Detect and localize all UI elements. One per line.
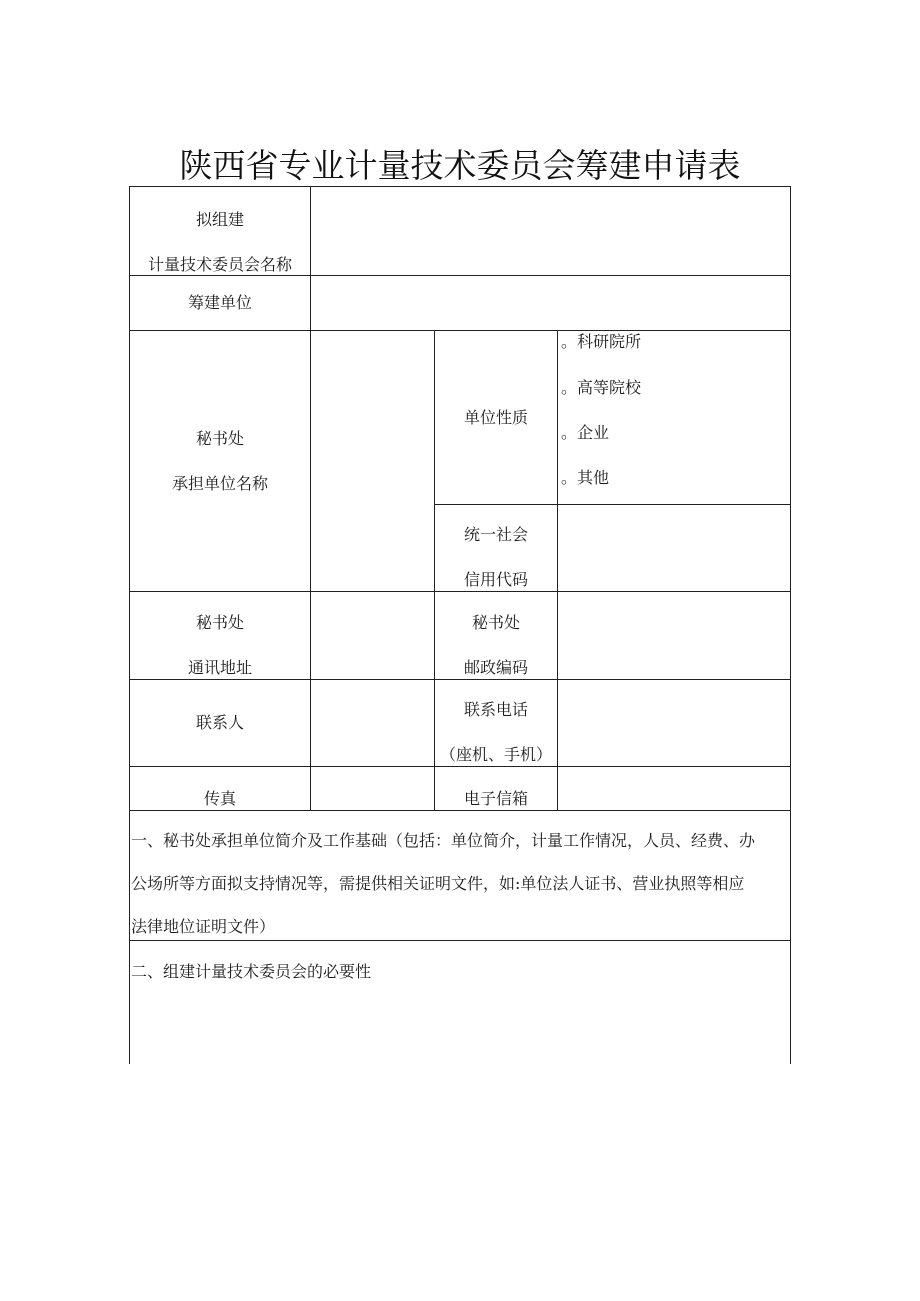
contact-label: 联系人 [195,713,244,732]
table-rule [129,275,791,276]
section1-text-line1: 一、秘书处承担单位简介及工作基础（包括：单位简介，计量工作情况，人员、经费、办 [131,831,756,850]
option-label: 企业 [577,423,610,442]
contact-field[interactable] [312,681,433,765]
secretariat-unit-field[interactable] [312,332,433,590]
necessity-field[interactable] [131,990,789,1064]
committee-name-label-line1: 拟组建 [195,210,244,229]
phone-field[interactable] [559,681,789,765]
postcode-label-line1: 秘书处 [471,613,520,632]
address-label-line2: 通讯地址 [187,658,252,677]
table-border-right [790,186,791,1064]
postcode-field[interactable] [559,593,789,678]
credit-code-label-line1: 统一社会 [463,525,528,544]
address-field[interactable] [312,593,433,678]
option-label: 科研院所 [577,332,642,351]
section1-text-line2: 公场所等方面拟支持情况等，需提供相关证明文件，如:单位法人证书、营业执照等相应 [131,874,745,893]
credit-code-label-line2: 信用代码 [463,570,528,589]
secretariat-unit-label-line1: 秘书处 [195,429,244,448]
unit-nature-label: 单位性质 [463,408,528,427]
organizer-field[interactable] [312,277,789,329]
option-bullet-icon: 。 [561,332,578,351]
table-rule [557,330,558,810]
postcode-label-line2: 邮政编码 [463,658,528,677]
fax-field[interactable] [312,768,433,809]
nature-option-other[interactable] [561,470,609,486]
table-border-top [129,186,791,187]
table-rule [129,591,791,592]
fax-label: 传真 [203,789,236,808]
committee-name-field[interactable] [312,188,789,274]
table-rule [129,766,791,767]
nature-option-enterprise[interactable] [561,425,609,441]
email-field[interactable] [559,768,789,809]
option-label: 高等院校 [577,378,642,397]
address-label-line1: 秘书处 [195,613,244,632]
option-label: 其他 [577,468,610,487]
table-rule [129,940,791,941]
option-bullet-icon: 。 [561,378,578,397]
committee-name-label-line2: 计量技术委员会名称 [147,255,292,274]
option-bullet-icon: 。 [561,468,578,487]
nature-option-university[interactable] [561,380,641,396]
secretariat-unit-label-line2: 承担单位名称 [171,474,268,493]
credit-code-field[interactable] [559,506,789,590]
table-rule [129,679,791,680]
nature-option-research[interactable] [561,334,641,350]
table-rule [129,810,791,811]
section2-title: 二、组建计量技术委员会的必要性 [131,962,372,981]
table-rule [434,330,435,810]
organizer-label: 筹建单位 [187,293,252,312]
phone-label-line1: 联系电话 [463,700,528,719]
table-rule [129,330,791,331]
section1-text-line3: 法律地位证明文件） [131,917,276,936]
table-rule [434,504,791,505]
option-bullet-icon: 。 [561,423,578,442]
email-label: 电子信箱 [463,789,528,808]
phone-label-line2: （座机、手机） [439,745,552,764]
page-title: 陕西省专业计量技术委员会筹建申请表 [179,146,741,185]
table-rule [310,186,311,810]
